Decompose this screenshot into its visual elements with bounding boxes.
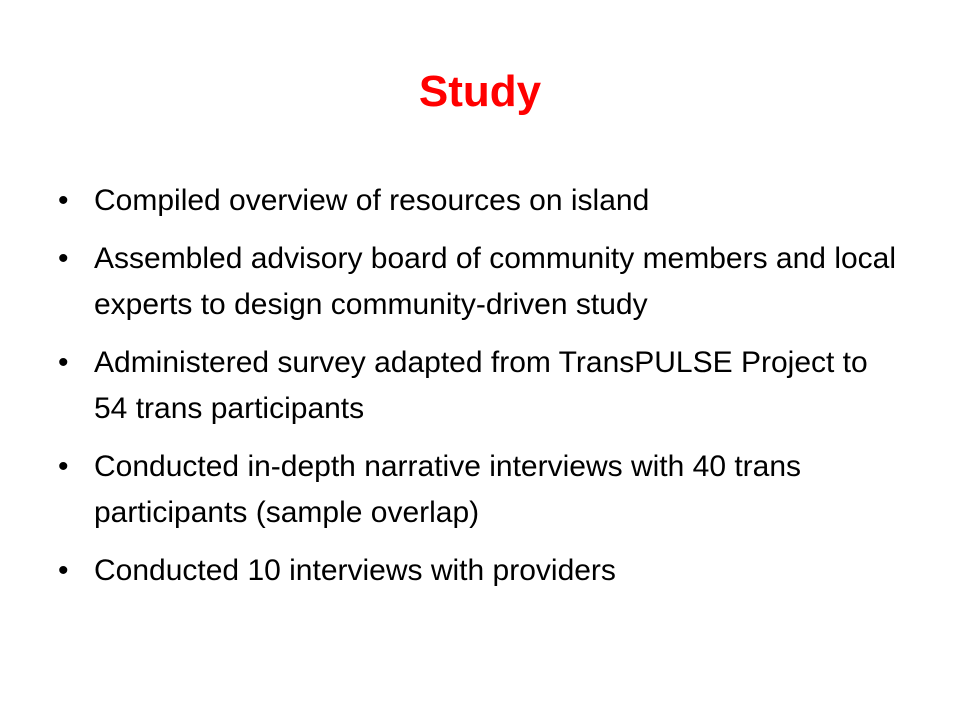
bullet-text: Assembled advisory board of community members and local experts to design community-driven study — [94, 242, 897, 321]
slide-title: Study — [418, 67, 542, 116]
bullet-dot-icon: • — [58, 450, 69, 483]
bullet-dot-icon: • — [58, 554, 69, 587]
bullet-dot-icon: • — [58, 346, 69, 379]
bullet-text: Conducted 10 interviews with providers — [94, 554, 616, 587]
bullet-text: Conducted in-depth narrative interviews with 40 trans participants (sample overlap) — [94, 450, 802, 529]
bullet-item — [58, 236, 908, 328]
bullet-text: Administered survey adapted from TransPULSE Project to 54 trans participants — [94, 346, 868, 425]
bullet-list — [58, 178, 908, 606]
bullet-dot-icon: • — [58, 242, 69, 275]
bullet-text: Compiled overview of resources on island — [94, 184, 650, 217]
bullet-item — [58, 178, 908, 224]
bullet-item — [58, 444, 908, 536]
bullet-item — [58, 340, 908, 432]
bullet-dot-icon: • — [58, 184, 69, 217]
bullet-item — [58, 548, 908, 594]
